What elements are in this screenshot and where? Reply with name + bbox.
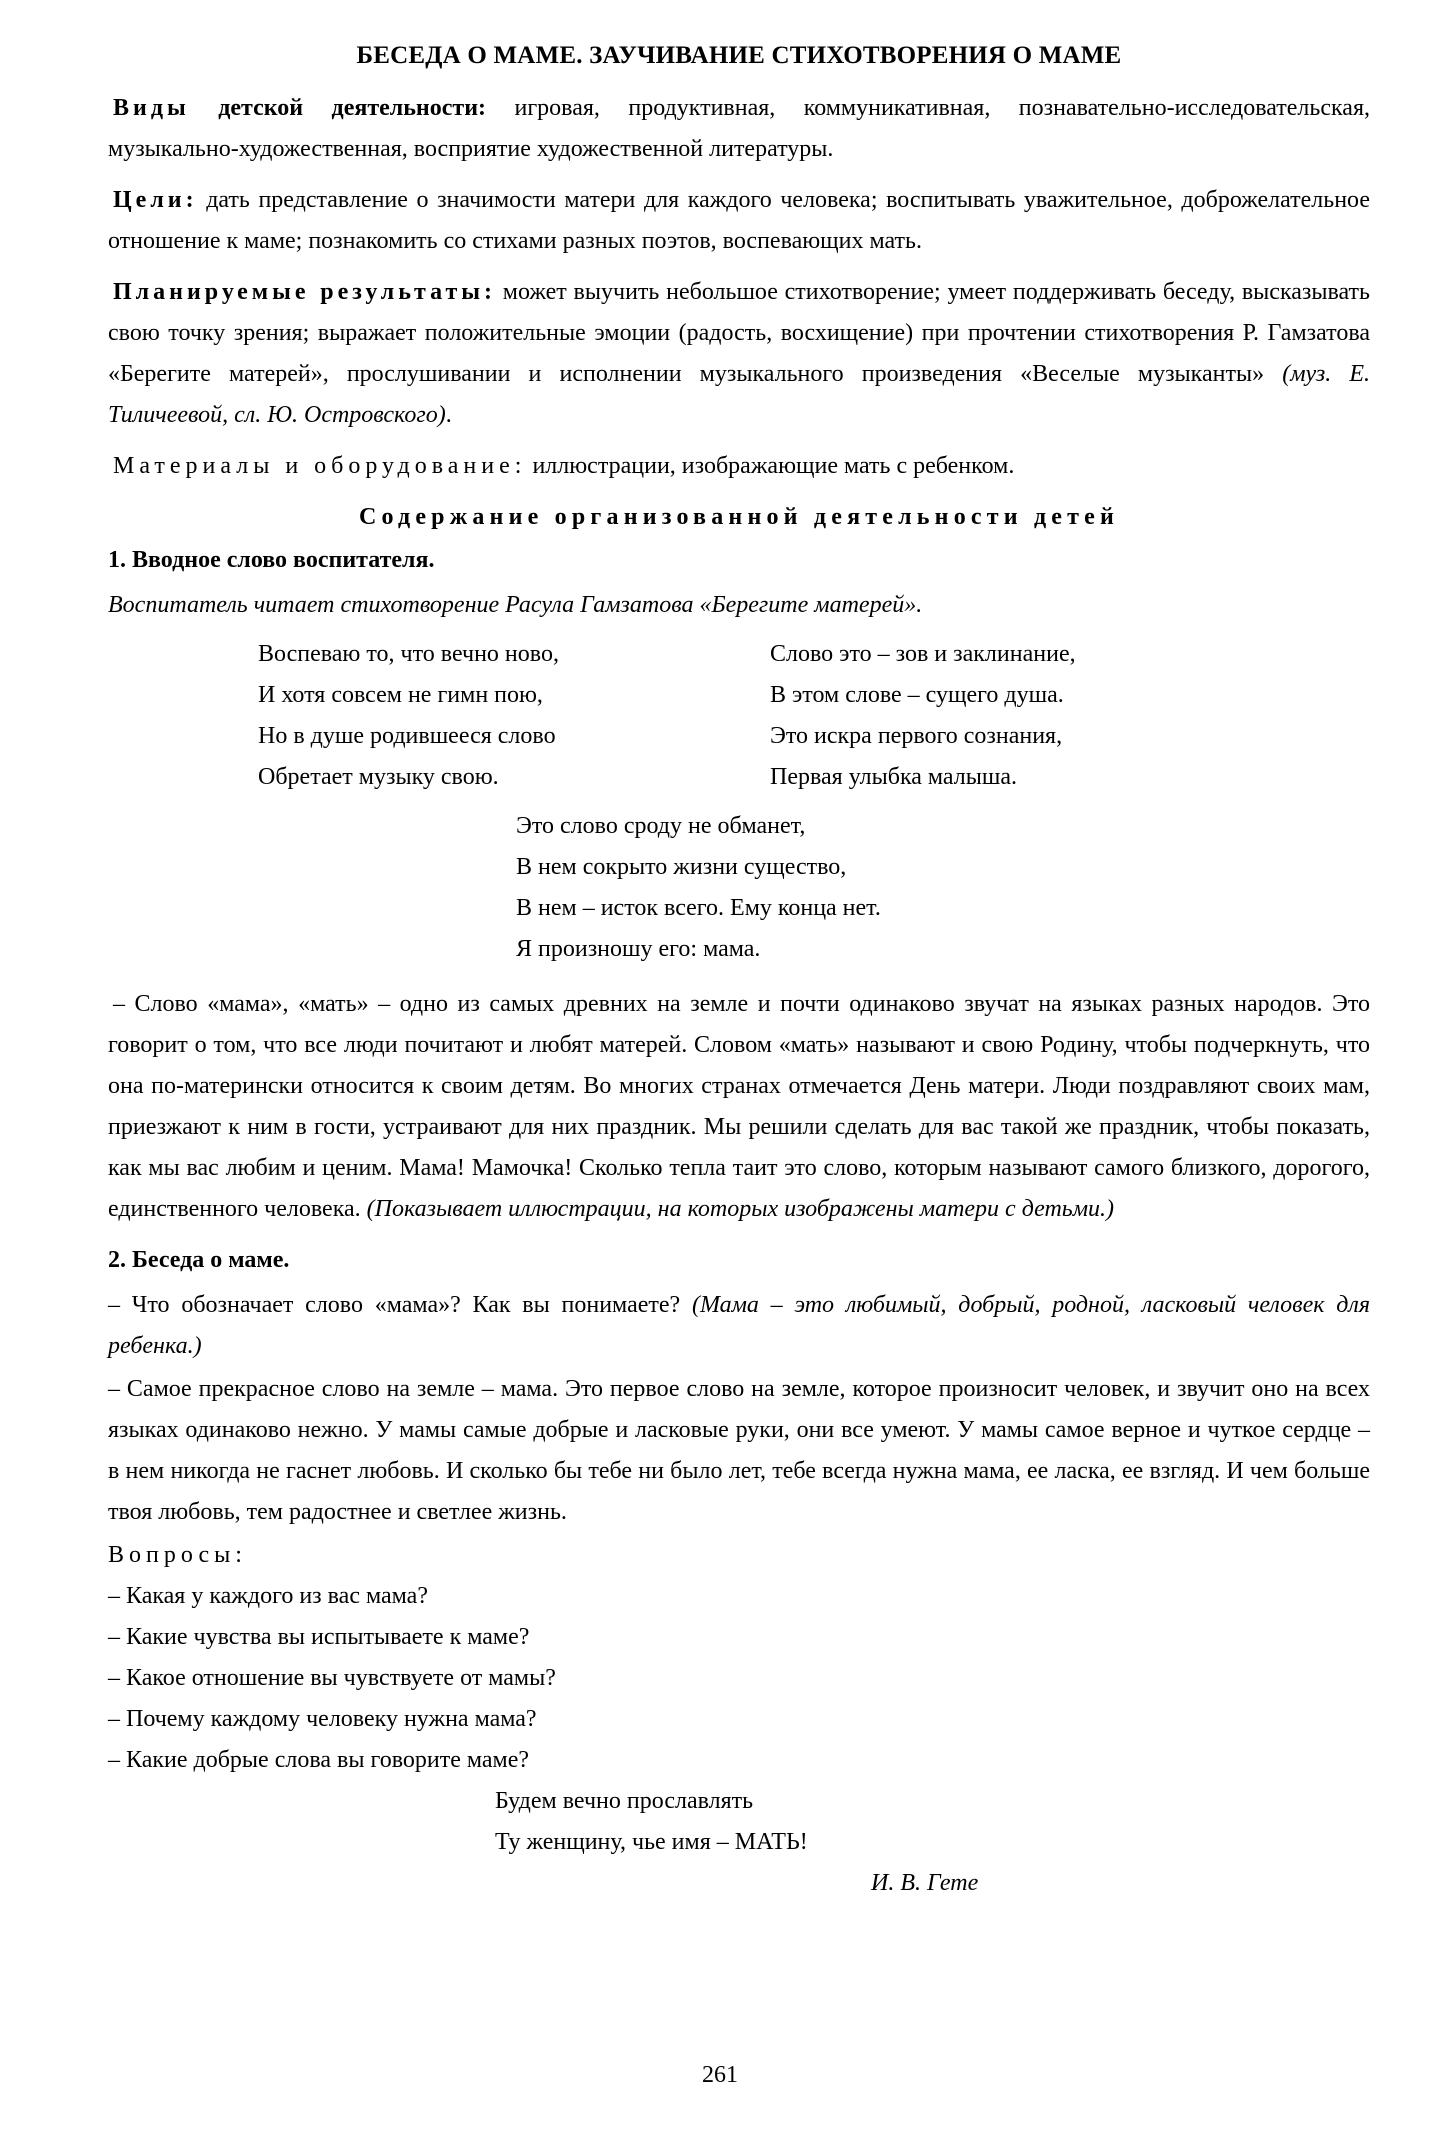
activities-text: игровая, продуктивная, коммуникативная, познавательно-исследовательская, музыкально-художественная, восприятие художественной литературы. [108,95,1370,162]
goals-paragraph [108,180,1370,262]
poem-line: Но в душе родившееся слово [258,723,556,749]
epigraph-line: Будем вечно прославлять [495,1788,754,1814]
page-title: БЕСЕДА О МАМЕ. ЗАУЧИВАНИЕ СТИХОТВОРЕНИЯ О МАМЕ [356,42,1122,69]
poem-line: Слово это – зов и заклинание, [770,641,1076,667]
section1-speech-text: – Слово «мама», «мать» – одно из самых древних на земле и почти одинаково звучат на языках разных народов. Это говорит о том, что все люди почитают и любят матерей. Словом «мать» называют и свою Родину, чтобы подчеркнуть, что она по-матерински относится к своим детям. Во многих странах отмечается День матери. Люди поздравляют своих мам, приезжают к ним в гости, устраивают для них праздник. Мы решили сделать для вас такой же праздник, чтобы показать, как мы вас любим и ценим. Мама! Мамочка! Сколько тепла таит это слово, которым называют самого близкого, дорогого, единственного человека. [108,991,1370,1222]
document-page [108,36,1370,1896]
section2-question-1 [108,1285,1370,1367]
activities-label: Виды [113,95,190,121]
poem-line: В нем – исток всего. Ему конца нет. [516,895,881,921]
poem-line: Первая улыбка малыша. [770,764,1018,790]
section2-heading: 2. Беседа о маме. [108,1247,290,1273]
poem-line: В нем сокрыто жизни существо, [516,854,847,880]
poem-line: Воспеваю то, что вечно ново, [258,641,559,667]
poem-line: И хотя совсем не гимн пою, [258,682,543,708]
questions-list [108,1576,1370,1781]
list-item: – Почему каждому человеку нужна мама? [108,1706,537,1732]
poem-line: В этом слове – сущего душа. [770,682,1064,708]
content-heading: Содержание организованной деятельности детей [358,504,1120,530]
activities-paragraph [108,88,1370,170]
poem-columns [258,634,1370,798]
epigraph [495,1781,1370,1863]
materials-paragraph [108,446,1370,487]
section2-q1-italic: (Мама – это любимый, добрый, родной, ласковый человек для ребенка.) [108,1292,1370,1359]
materials-label: Материалы и оборудование: [113,453,527,479]
goals-text: дать представление о значимости матери для каждого человека; воспитывать уважительное, доброжелательное отношение к маме; познакомить со стихами разных поэтов, воспевающих мать. [108,187,1370,254]
section1-intro: Воспитатель читает стихотворение Расула Гамзатова «Берегите матерей». [108,592,923,618]
list-item: – Какие чувства вы испытываете к маме? [108,1624,530,1650]
poem-line: Я произношу его: мама. [516,936,761,962]
section1-heading: 1. Вводное слово воспитателя. [108,547,435,573]
poem-right-stanza [770,634,1290,798]
section2-dialog [108,1285,1370,1533]
results-end: . [445,402,452,428]
questions-label: Вопросы: [108,1542,247,1568]
goals-label: Цели: [113,187,198,213]
section1-speech-italic: (Показывает иллюстрации, на которых изображены матери с детьми.) [366,1196,1115,1222]
list-item: – Какое отношение вы чувствуете от мамы? [108,1665,556,1691]
poem-line: Это слово сроду не обманет, [516,813,806,839]
epigraph-author: И. В. Гете [871,1870,979,1896]
section2-q1-text: – Что обозначает слово «мама»? Как вы понимаете? [108,1292,692,1318]
section1-speech [108,984,1370,1230]
poem-line: Обретает музыку свою. [258,764,499,790]
epigraph-line: Ту женщину, чье имя – МАТЬ! [495,1829,808,1855]
results-italic: (муз. Е. Тиличеевой, сл. Ю. Островского) [108,361,1370,428]
activities-label-rest: детской деятельности: [218,95,487,121]
results-paragraph [108,272,1370,436]
materials-text: иллюстрации, изображающие мать с ребенком. [526,453,1015,479]
list-item: – Какая у каждого из вас мама? [108,1583,428,1609]
poem-left-stanza [258,634,770,798]
page-number: 261 [702,2062,738,2088]
list-item: – Какие добрые слова вы говорите маме? [108,1747,530,1773]
results-label: Планируемые результаты: [113,279,497,305]
results-text: может выучить небольшое стихотворение; умеет поддерживать беседу, высказывать свою точку зрения; выражает положительные эмоции (радость, восхищение) при прочтении стихотворения Р. Гамзатова «Берегите матерей», прослушивании и исполнении музыкального произведения «Веселые музыканты» [108,279,1370,387]
poem-line: Это искра первого сознания, [770,723,1063,749]
section2-speech: – Самое прекрасное слово на земле – мама. Это первое слово на земле, которое произносит человек, и звучит оно на всех языках одинаково нежно. У мамы самые добрые и ласковые руки, они все умеют. У мамы самое верное и чуткое сердце – в нем никогда не гаснет любовь. И сколько бы тебе ни было лет, тебе всегда нужна мама, ее ласка, ее взгляд. И чем больше твоя любовь, тем радостнее и светлее жизнь. [108,1376,1370,1525]
poem-center-stanza [516,806,1370,970]
